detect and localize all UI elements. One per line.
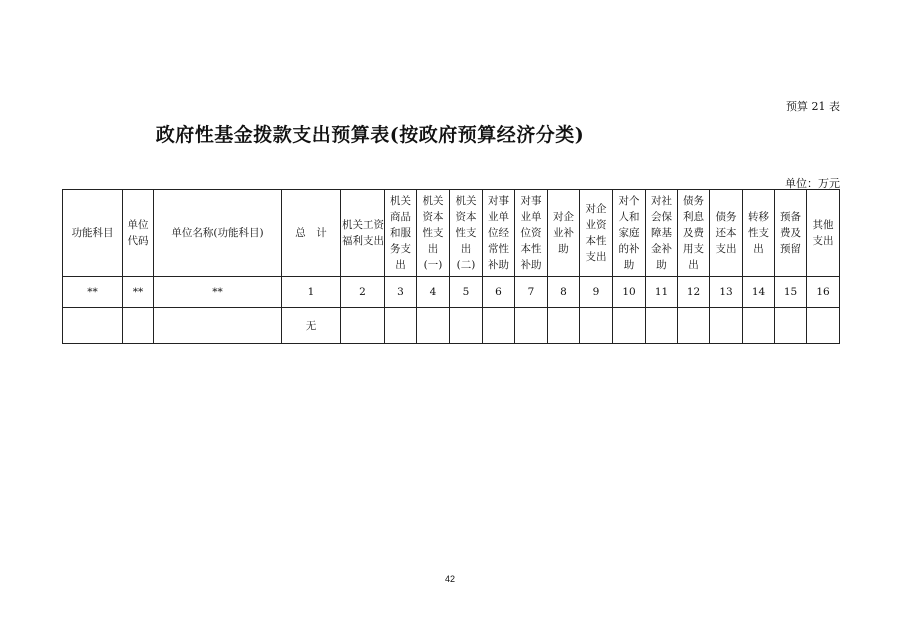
index-cell: 2 <box>341 277 385 308</box>
index-cell: 9 <box>580 277 613 308</box>
data-cell <box>123 308 154 344</box>
data-cell <box>775 308 807 344</box>
index-cell: ** <box>154 277 282 308</box>
data-cell <box>743 308 775 344</box>
data-cell: 无 <box>282 308 341 344</box>
index-cell: 3 <box>385 277 417 308</box>
header-cell: 对事业单位经常性补助 <box>483 190 515 277</box>
unit-label: 单位：万元 <box>785 177 840 190</box>
table-number: 预算 21 表 <box>786 100 840 113</box>
header-cell: 机关工资福利支出 <box>341 190 385 277</box>
header-cell: 对个人和家庭的补助 <box>613 190 646 277</box>
data-cell <box>450 308 483 344</box>
header-cell: 债务利息及费用支出 <box>678 190 710 277</box>
data-cell <box>580 308 613 344</box>
header-row <box>63 190 840 277</box>
data-cell <box>548 308 580 344</box>
data-cell <box>63 308 123 344</box>
header-cell: 对企业补助 <box>548 190 580 277</box>
data-cell <box>483 308 515 344</box>
data-cell <box>710 308 743 344</box>
data-cell <box>807 308 840 344</box>
page-number: 42 <box>444 574 455 584</box>
data-cell <box>678 308 710 344</box>
header-cell: 对事业单位资本性补助 <box>515 190 548 277</box>
data-cell <box>385 308 417 344</box>
index-cell: 7 <box>515 277 548 308</box>
index-cell: ** <box>123 277 154 308</box>
index-cell: 12 <box>678 277 710 308</box>
index-cell: 16 <box>807 277 840 308</box>
index-cell: ** <box>63 277 123 308</box>
header-cell: 预备费及预留 <box>775 190 807 277</box>
index-row <box>63 277 840 308</box>
header-cell: 债务还本支出 <box>710 190 743 277</box>
data-cell <box>341 308 385 344</box>
data-cell <box>515 308 548 344</box>
data-cell <box>646 308 678 344</box>
header-cell: 机关商品和服务支出 <box>385 190 417 277</box>
index-cell: 6 <box>483 277 515 308</box>
header-cell: 对社会保障基金补助 <box>646 190 678 277</box>
index-cell: 8 <box>548 277 580 308</box>
header-cell: 单位名称(功能科目) <box>154 190 282 277</box>
header-cell: 其他支出 <box>807 190 840 277</box>
index-cell: 10 <box>613 277 646 308</box>
index-cell: 11 <box>646 277 678 308</box>
index-cell: 15 <box>775 277 807 308</box>
index-cell: 1 <box>282 277 341 308</box>
index-cell: 4 <box>417 277 450 308</box>
table-row <box>63 308 840 344</box>
header-cell: 机关资本性支出(二) <box>450 190 483 277</box>
budget-table <box>62 189 840 344</box>
header-cell: 功能科目 <box>63 190 123 277</box>
data-cell <box>417 308 450 344</box>
header-cell: 对企业资本性支出 <box>580 190 613 277</box>
index-cell: 13 <box>710 277 743 308</box>
index-cell: 5 <box>450 277 483 308</box>
page-title: 政府性基金拨款支出预算表(按政府预算经济分类) <box>155 124 585 146</box>
header-cell: 转移性支出 <box>743 190 775 277</box>
data-cell <box>613 308 646 344</box>
header-cell: 机关资本性支出(一) <box>417 190 450 277</box>
header-cell: 单位代码 <box>123 190 154 277</box>
header-cell: 总 计 <box>282 190 341 277</box>
data-cell <box>154 308 282 344</box>
index-cell: 14 <box>743 277 775 308</box>
